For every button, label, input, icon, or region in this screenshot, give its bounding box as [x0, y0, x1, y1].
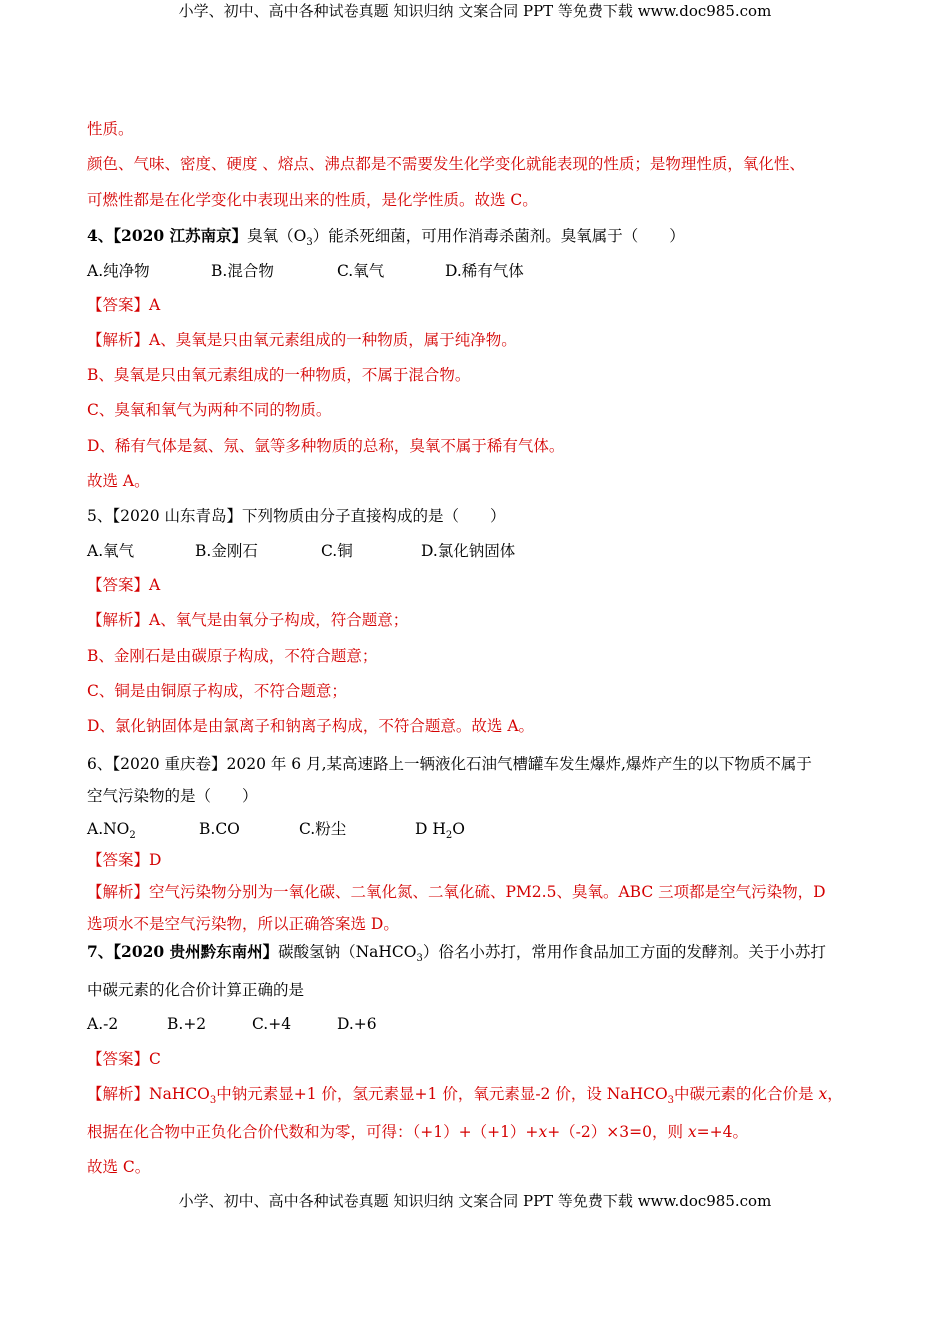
q5-option-b: B.金刚石 [195, 542, 258, 560]
prev-explanation-line-1: 性质。 [87, 120, 134, 138]
q7-explanation-2: 根据在化合物中正负化合价代数和为零，可得：（+1）+（+1）+x+（-2）×3=0，则 x=+4。 [87, 1123, 748, 1141]
q6-option-c: C.粉尘 [299, 820, 347, 838]
q7-option-a: A.-2 [87, 1015, 119, 1033]
q4-explanation-1: 【解析】A、臭氧是只由氧元素组成的一种物质，属于纯净物。 [87, 331, 517, 349]
q7-explanation-3: 故选 C。 [87, 1158, 151, 1176]
q4-stem-text: 臭氧（O [247, 227, 307, 245]
q7-answer: 【答案】C [87, 1050, 161, 1068]
q4-option-b: B.混合物 [211, 262, 274, 280]
q5-option-c: C.铜 [321, 542, 353, 560]
q6-option-b: B.CO [199, 820, 240, 838]
q4-options [87, 260, 524, 282]
q6-explanation-2: 选项水不是空气污染物，所以正确答案选 D。 [87, 915, 399, 933]
q5-explanation-4: D、氯化钠固体是由氯离子和钠离子构成，不符合题意。故选 A。 [87, 717, 535, 735]
q4-explanation-3: C、臭氧和氧气为两种不同的物质。 [87, 401, 332, 419]
q6-option-a: $A.NO_2$ [87, 820, 136, 842]
q5-explanation-1: 【解析】A、氧气是由氧分子构成，符合题意； [87, 611, 409, 629]
q5-option-a: A.氧气 [87, 542, 135, 560]
q4-option-d: D.稀有气体 [445, 262, 524, 280]
q7-source-tag: 【2020 贵州黔东南州】 [113, 942, 279, 961]
q4-stem-text-2: ）能杀死细菌，可用作消毒杀菌剂。臭氧属于（ ） [312, 227, 685, 245]
q7-stem [87, 941, 826, 963]
q6-answer: 【答案】D [87, 851, 162, 869]
q7-option-d: D.+6 [337, 1015, 377, 1033]
q5-explanation-3: C、铜是由铜原子构成，不符合题意； [87, 682, 347, 700]
q7-subscript: 3 [416, 953, 423, 965]
q6-stem-line-1: 6、【2020 重庆卷】2020 年 6 月,某高速路上一辆液化石油气槽罐车发生爆炸,爆炸产生的以下物质不属于 [87, 755, 812, 773]
page-footer: 小学、初中、高中各种试卷真题 知识归纳 文案合同 PPT 等免费下载 www.doc985.com [178, 1192, 772, 1210]
q7-stem-line-2: 中碳元素的化合价计算正确的是 [87, 981, 305, 999]
q4-explanation-5: 故选 A。 [87, 472, 150, 490]
page-header: 小学、初中、高中各种试卷真题 知识归纳 文案合同 PPT 等免费下载 www.doc985.com [178, 2, 772, 20]
q7-options [87, 1013, 377, 1035]
q7-stem-text-2: ）俗名小苏打，常用作食品加工方面的发酵剂。关于小苏打 [422, 943, 826, 961]
q4-subscript: 3 [306, 237, 313, 249]
q4-number: 4、 [87, 226, 114, 245]
q5-stem: 5、【2020 山东青岛】下列物质由分子直接构成的是（ ） [87, 507, 506, 525]
q7-explanation-1: 【解析】NaHCO$_3$中钠元素显+1 价，氢元素显+1 价，氧元素显-2 价，设 NaHCO$_3$中碳元素的化合价是 x， [87, 1085, 843, 1107]
q7-stem-text: 碳酸氢钠（NaHCO [278, 943, 417, 961]
q6-stem-line-2: 空气污染物的是（ ） [87, 787, 258, 805]
q6-option-d: D $H_2O$ [415, 820, 465, 842]
q5-explanation-2: B、金刚石是由碳原子构成，不符合题意； [87, 647, 378, 665]
q7-number: 7、 [87, 942, 114, 961]
prev-explanation-line-3: 可燃性都是在化学变化中表现出来的性质，是化学性质。故选 C。 [87, 191, 538, 209]
q4-explanation-2: B、臭氧是只由氧元素组成的一种物质，不属于混合物。 [87, 366, 471, 384]
q6-options [87, 818, 465, 840]
q4-source-tag: 【2020 江苏南京】 [113, 226, 248, 245]
q7-option-c: C.+4 [252, 1015, 292, 1033]
q4-option-c: C.氧气 [337, 262, 385, 280]
q4-option-a: A.纯净物 [87, 262, 150, 280]
q4-answer: 【答案】A [87, 296, 161, 314]
q5-option-d: D.氯化钠固体 [421, 542, 516, 560]
q7-option-b: B.+2 [167, 1015, 207, 1033]
q5-answer: 【答案】A [87, 576, 161, 594]
q6-explanation-1: 【解析】空气污染物分别为一氧化碳、二氧化氮、二氧化硫、PM2.5、臭氧。ABC 三项都是空气污染物，D [87, 883, 826, 901]
prev-explanation-line-2: 颜色、气味、密度、硬度 、熔点、沸点都是不需要发生化学变化就能表现的性质；是物理性质，氧化性、 [87, 155, 805, 173]
q4-explanation-4: D、稀有气体是氦、氖、氩等多种物质的总称，臭氧不属于稀有气体。 [87, 437, 565, 455]
q4-stem [87, 225, 685, 247]
q5-options [87, 540, 515, 562]
